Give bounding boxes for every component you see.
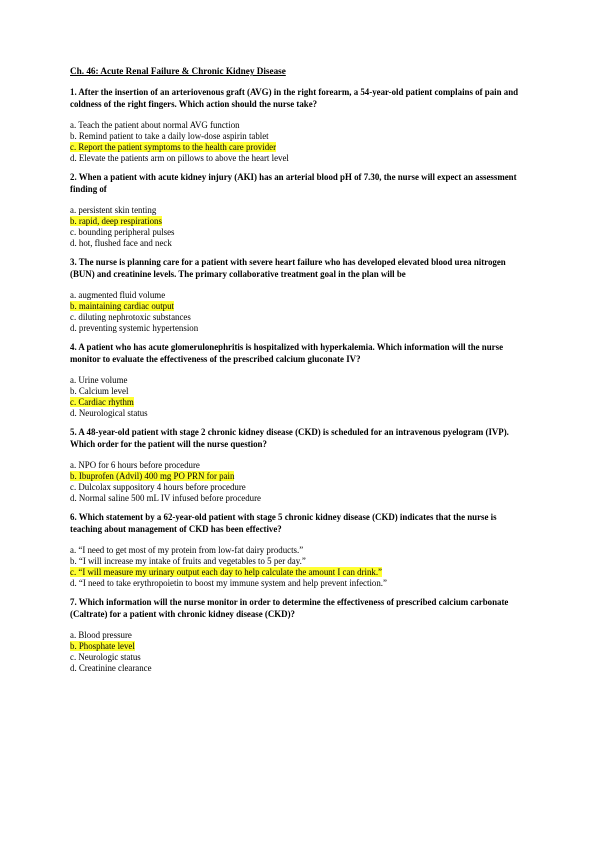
answer-option-text: b. rapid, deep respirations — [70, 216, 162, 226]
answer-option-correct — [70, 641, 530, 652]
answer-option-text: b. Remind patient to take a daily low-dose aspirin tablet — [70, 131, 269, 141]
answer-option — [70, 408, 530, 419]
answer-option-text: d. Creatinine clearance — [70, 663, 152, 673]
answer-option — [70, 238, 530, 249]
answer-option-text: d. Elevate the patients arm on pillows to above the heart level — [70, 153, 289, 163]
answer-options — [70, 460, 530, 504]
answer-option — [70, 205, 530, 216]
answer-option-text: c. diluting nephrotoxic substances — [70, 312, 191, 322]
answer-option-text: c. Dulcolax suppository 4 hours before procedure — [70, 482, 246, 492]
answer-option-text: b. maintaining cardiac output — [70, 301, 175, 311]
answer-option-text: a. “I need to get most of my protein from low-fat dairy products.” — [70, 545, 304, 555]
answer-options — [70, 120, 530, 164]
answer-option — [70, 386, 530, 397]
answer-option-text: c. Neurologic status — [70, 652, 141, 662]
answer-option-correct — [70, 301, 530, 312]
answer-option — [70, 290, 530, 301]
answer-option-text: a. Urine volume — [70, 375, 128, 385]
answer-option — [70, 630, 530, 641]
answer-option — [70, 153, 530, 164]
answer-option-text: a. augmented fluid volume — [70, 290, 166, 300]
question-text: 1. After the insertion of an arteriovenous graft (AVG) in the right forearm, a 54-year-old patient complains of pain and coldness of the right fingers. Which action should the nurse take? — [70, 87, 519, 109]
answer-option — [70, 545, 530, 556]
answer-option — [70, 131, 530, 142]
answer-option-text: c. Report the patient symptoms to the health care provider — [70, 142, 277, 152]
question-block — [70, 87, 530, 164]
question-text: 7. Which information will the nurse monitor in order to determine the effectiveness of prescribed calcium carbonate (Caltrate) for a patient with chronic kidney disease (CKD)? — [70, 597, 509, 619]
answer-option-correct — [70, 142, 530, 153]
answer-option-correct — [70, 397, 530, 408]
answer-options — [70, 630, 530, 674]
answer-option-correct — [70, 471, 530, 482]
answer-option — [70, 578, 530, 589]
answer-option-correct — [70, 216, 530, 227]
question-block — [70, 597, 530, 674]
document-title: Ch. 46: Acute Renal Failure & Chronic Kidney Disease — [70, 66, 286, 76]
answer-option — [70, 227, 530, 238]
answer-options — [70, 545, 530, 589]
answer-options — [70, 375, 530, 419]
question-block — [70, 257, 530, 334]
answer-option-text: c. Cardiac rhythm — [70, 397, 134, 407]
answer-option-correct — [70, 567, 530, 578]
answer-option-text: b. Ibuprofen (Advil) 400 mg PO PRN for pain — [70, 471, 235, 481]
answer-option-text: b. Phosphate level — [70, 641, 135, 651]
question-text: 3. The nurse is planning care for a patient with severe heart failure who has developed elevated blood urea nitrogen (BUN) and creatinine levels. The primary collaborative treatment goal in the plan will be — [70, 257, 506, 279]
answer-option — [70, 556, 530, 567]
question-text: 6. Which statement by a 62-year-old patient with stage 5 chronic kidney disease (CKD) indicates that the nurse is teaching about management of CKD has been effective? — [70, 512, 497, 534]
answer-option — [70, 460, 530, 471]
answer-option — [70, 482, 530, 493]
answer-option-text: a. Blood pressure — [70, 630, 132, 640]
answer-option-text: d. hot, flushed face and neck — [70, 238, 172, 248]
answer-option-text: d. Neurological status — [70, 408, 148, 418]
question-list — [70, 87, 530, 674]
document-page — [70, 65, 530, 682]
answer-option — [70, 652, 530, 663]
answer-option-text: d. “I need to take erythropoietin to boost my immune system and help prevent infection.” — [70, 578, 387, 588]
answer-option-text: c. bounding peripheral pulses — [70, 227, 175, 237]
answer-option — [70, 375, 530, 386]
question-text: 2. When a patient with acute kidney injury (AKI) has an arterial blood pH of 7.30, the nurse will expect an assessment finding of — [70, 172, 517, 194]
question-block — [70, 427, 530, 504]
answer-option-text: b. “I will increase my intake of fruits and vegetables to 5 per day.” — [70, 556, 306, 566]
answer-option-text: a. Teach the patient about normal AVG function — [70, 120, 240, 130]
answer-option — [70, 663, 530, 674]
answer-options — [70, 205, 530, 249]
question-text: 5. A 48-year-old patient with stage 2 chronic kidney disease (CKD) is scheduled for an intravenous pyelogram (IVP). Which order for the patient will the nurse question? — [70, 427, 509, 449]
answer-option-text: a. persistent skin tenting — [70, 205, 157, 215]
question-block — [70, 172, 530, 249]
answer-option — [70, 323, 530, 334]
answer-option-text: d. preventing systemic hypertension — [70, 323, 199, 333]
answer-option — [70, 312, 530, 323]
answer-option-text: c. “I will measure my urinary output each day to help calculate the amount I can drink.” — [70, 567, 382, 577]
answer-options — [70, 290, 530, 334]
answer-option — [70, 493, 530, 504]
answer-option-text: d. Normal saline 500 mL IV infused before procedure — [70, 493, 261, 503]
question-block — [70, 342, 530, 419]
question-block — [70, 512, 530, 589]
question-text: 4. A patient who has acute glomerulonephritis is hospitalized with hyperkalemia. Which information will the nurse monitor to evaluate the effectiveness of the prescribed calcium gluconate IV? — [70, 342, 504, 364]
answer-option — [70, 120, 530, 131]
answer-option-text: a. NPO for 6 hours before procedure — [70, 460, 200, 470]
answer-option-text: b. Calcium level — [70, 386, 129, 396]
